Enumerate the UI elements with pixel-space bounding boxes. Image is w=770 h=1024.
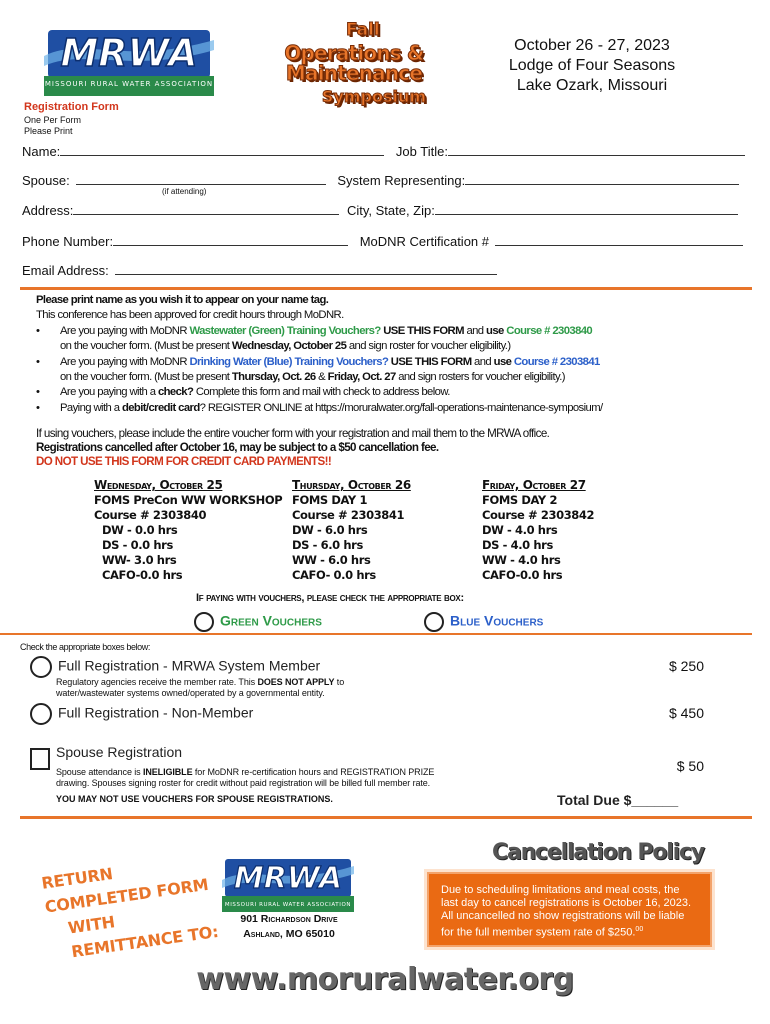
email-row xyxy=(22,263,497,279)
website[interactable]: www.moruralwater.org xyxy=(196,962,574,997)
blue-voucher-option[interactable]: Blue Vouchers xyxy=(424,612,543,632)
logo-subtitle: MISSOURI RURAL WATER ASSOCIATION xyxy=(44,80,214,88)
voucher-note xyxy=(36,427,756,469)
instructions xyxy=(36,293,756,416)
spouse-hint: (if attending) xyxy=(162,187,207,196)
spouse-field[interactable] xyxy=(76,173,326,185)
event-dates: October 26 - 27, 2023 xyxy=(514,37,670,54)
job-title-field[interactable] xyxy=(448,144,745,156)
mrwa-logo-footer xyxy=(222,856,354,912)
name-label: Name: xyxy=(22,144,61,159)
logo-subtitle: MISSOURI RURAL WATER ASSOCIATION xyxy=(224,902,352,908)
voucher-include: If using vouchers, please include the entire voucher form with your registration and mail them to the MRWA office. xyxy=(36,427,550,440)
registration-form-title: Registration Form xyxy=(24,101,119,113)
email-label: Email Address: xyxy=(22,263,109,278)
cancellation-fee-note: Registrations cancelled after October 16, may be subject to a $50 cancellation fee. xyxy=(36,441,439,454)
return-instructions: RETURN COMPLETED FORM WITH REMITTANCE TO: xyxy=(40,864,220,962)
spouse-checkbox[interactable] xyxy=(30,748,50,770)
phone-row xyxy=(22,234,743,250)
nonmember-radio[interactable] xyxy=(30,703,52,725)
bullet-card: • Paying with a debit/credit card? REGISTER ONLINE at https://moruralwater.org/fall-operations-maintenance-symposium/ xyxy=(36,401,756,416)
no-credit-card-warning: DO NOT USE THIS FORM FOR CREDIT CARD PAYMENTS!! xyxy=(36,455,332,468)
member-radio[interactable] xyxy=(30,656,52,678)
bullet-green-vouchers: • Are you paying with MoDNR Wastewater (Green) Training Vouchers? USE THIS FORM and use Course # 2303840 on the voucher form. (Must be present Wednesday, October 25 and sign roster for voucher eligibility.) xyxy=(36,324,756,355)
spouse-note: Spouse attendance is INELIGIBLE for MoDNR re-certification hours and REGISTRATION PRIZE drawing. Spouses signing roster for credit without paid registration will be billed full member rate. xyxy=(56,767,435,788)
member-label: Full Registration - MRWA System Member xyxy=(58,657,321,674)
cancellation-policy-title: Cancellation Policy xyxy=(492,840,704,865)
divider xyxy=(20,287,752,290)
total-due[interactable]: Total Due $______ xyxy=(557,792,679,808)
bullet-blue-vouchers: • Are you paying with MoDNR Drinking Water (Blue) Training Vouchers? USE THIS FORM and use Course # 2303841 on the voucher form. (Must be present Thursday, Oct. 26 & Friday, Oct. 27 and sign rosters for voucher eligibility.) xyxy=(36,355,756,386)
blue-voucher-radio[interactable] xyxy=(424,612,444,632)
job-title-label: Job Title: xyxy=(395,144,448,159)
spouse-row xyxy=(22,173,739,189)
green-voucher-option[interactable]: Green Vouchers xyxy=(194,612,322,632)
bullet-check: • Are you paying with a check? Complete this form and mail with check to address below. xyxy=(36,385,756,400)
day-thursday: Thursday, October 26 FOMS DAY 1 Course # 2303841 DW - 6.0 hrs DS - 6.0 hrs WW - 6.0 hrs CAFO- 0.0 hrs xyxy=(292,478,411,582)
spouse-reg-label: Spouse Registration xyxy=(56,743,183,760)
spouse-voucher-note: YOU MAY NOT USE VOUCHERS FOR SPOUSE REGISTRATIONS. xyxy=(56,794,333,804)
cancellation-sup: 00 xyxy=(635,926,644,933)
name-tag-note: Please print name as you wish it to appear on your name tag. xyxy=(36,294,329,306)
boxes-note: Check the appropriate boxes below: xyxy=(20,642,150,652)
certification-field[interactable] xyxy=(495,234,743,246)
city-label: City, State, Zip: xyxy=(346,203,435,218)
title-operations: Operations & Maintenance xyxy=(284,41,424,85)
address-label: Address: xyxy=(22,203,74,218)
credit-note: This conference has been approved for credit hours through MoDNR. xyxy=(36,309,344,322)
spouse-price: $ 50 xyxy=(676,758,704,774)
day-friday: Friday, October 27 FOMS DAY 2 Course # 2303842 DW - 4.0 hrs DS - 4.0 hrs WW - 4.0 hrs CAFO-0.0 hrs xyxy=(482,478,595,582)
member-note: Regulatory agencies receive the member rate. This DOES NOT APPLY to water/wastewater systems owned/operated by a governmental entity. xyxy=(56,677,345,698)
green-voucher-radio[interactable] xyxy=(194,612,214,632)
divider xyxy=(20,816,752,819)
day-wednesday: Wednesday, October 25 FOMS PreCon WW WORKSHOP Course # 2303840 DW - 0.0 hrs DS - 0.0 hrs WW- 3.0 hrs CAFO-0.0 hrs xyxy=(94,478,283,582)
city-field[interactable] xyxy=(435,203,738,215)
event-details xyxy=(492,36,692,96)
spouse-label: Spouse: xyxy=(22,173,70,188)
nonmember-label: Full Registration - Non-Member xyxy=(58,704,254,721)
system-label: System Representing: xyxy=(337,173,466,188)
divider xyxy=(0,633,752,635)
event-title xyxy=(226,20,482,106)
name-row xyxy=(22,144,745,160)
cancellation-policy-box xyxy=(427,872,712,947)
event-venue: Lodge of Four Seasons xyxy=(508,57,676,74)
phone-label: Phone Number: xyxy=(22,234,114,249)
please-print: Please Print xyxy=(24,126,73,136)
nonmember-option[interactable] xyxy=(30,703,253,725)
name-field[interactable] xyxy=(60,144,384,156)
system-field[interactable] xyxy=(465,173,739,185)
cancellation-policy-text: Due to scheduling limitations and meal costs, the last day to cancel registrations is October 16, 2023. All uncancelled no show registrations will be liable for the full member system rate of $250. xyxy=(441,884,692,939)
logo-text: MRWA xyxy=(60,31,198,75)
mrwa-logo xyxy=(44,26,214,96)
member-option[interactable] xyxy=(30,656,320,678)
event-location: Lake Ozark, Missouri xyxy=(516,77,668,94)
one-per-form: One Per Form xyxy=(24,115,82,125)
nonmember-price: $ 450 xyxy=(668,705,704,721)
title-fall: Fall xyxy=(346,20,380,40)
phone-field[interactable] xyxy=(113,234,348,246)
address-row xyxy=(22,203,738,219)
member-price: $ 250 xyxy=(668,658,704,674)
address-field[interactable] xyxy=(73,203,339,215)
mailing-address: 901 Richardson Drive Ashland, MO 65010 xyxy=(240,913,338,940)
certification-label: MoDNR Certification # xyxy=(359,234,490,249)
title-symposium: Symposium xyxy=(321,87,427,106)
email-field[interactable] xyxy=(115,263,497,275)
logo-text: MRWA xyxy=(233,861,343,896)
voucher-check-heading: If paying with vouchers, please check the appropriate box: xyxy=(196,592,464,604)
form-intro xyxy=(24,115,81,137)
